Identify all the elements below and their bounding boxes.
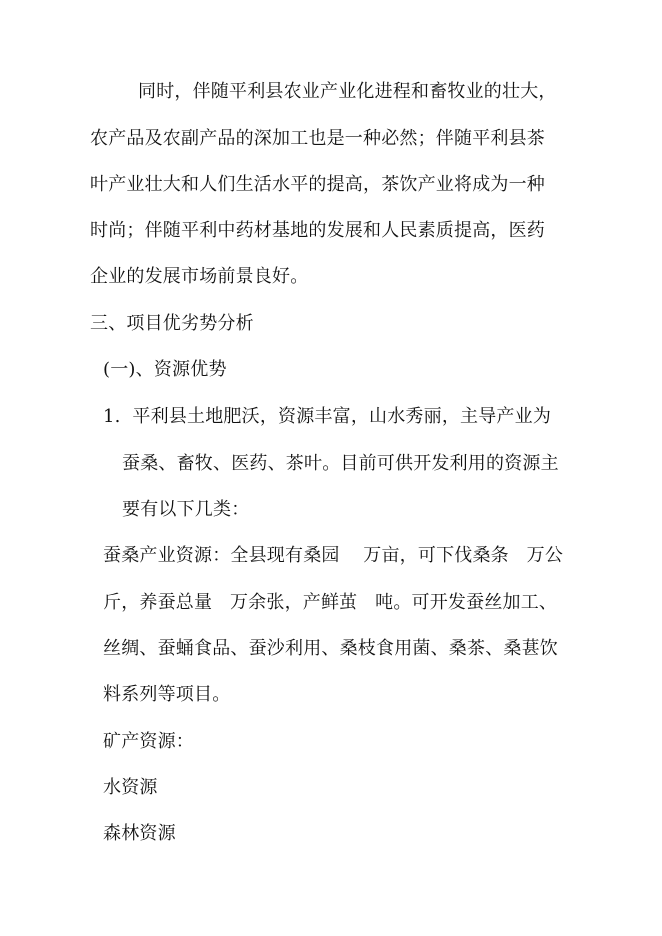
paragraph-line: 斤，养蚕总量 万余张，产鲜茧 吨。可开发蚕丝加工、 xyxy=(103,592,558,613)
paragraph-line: 蚕桑产业资源：全县现有桑园 万亩，可下伐桑条 万公 xyxy=(103,545,564,566)
paragraph-line: 叶产业壮大和人们生活水平的提高，茶饮产业将成为一种 xyxy=(90,174,545,195)
resource-heading: 矿产资源： xyxy=(103,731,194,752)
paragraph-line: 料系列等项目。 xyxy=(103,684,231,705)
resource-heading: 森林资源 xyxy=(103,823,176,844)
numbered-item-continuation: 要有以下几类： xyxy=(122,499,250,520)
section-heading: 三、项目优劣势分析 xyxy=(90,313,254,334)
paragraph-line: 时尚；伴随平利中药材基地的发展和人民素质提高，医药 xyxy=(90,220,545,241)
paragraph-line: 同时，伴随平利县农业产业化进程和畜牧业的壮大， xyxy=(138,81,557,102)
subsection-heading: (一)、资源优势 xyxy=(103,359,227,380)
paragraph-line: 农产品及农副产品的深加工也是一种必然；伴随平利县茶 xyxy=(90,128,545,149)
numbered-item: 1. 平利县土地肥沃，资源丰富，山水秀丽，主导产业为 xyxy=(103,406,552,427)
paragraph-line: 企业的发展市场前景良好。 xyxy=(90,266,309,287)
paragraph-line: 丝绸、蚕蛹食品、蚕沙利用、桑枝食用菌、桑茶、桑葚饮 xyxy=(103,638,558,659)
resource-heading: 水资源 xyxy=(103,777,158,798)
numbered-item-continuation: 蚕桑、畜牧、医药、茶叶。目前可供开发利用的资源主 xyxy=(122,453,559,474)
